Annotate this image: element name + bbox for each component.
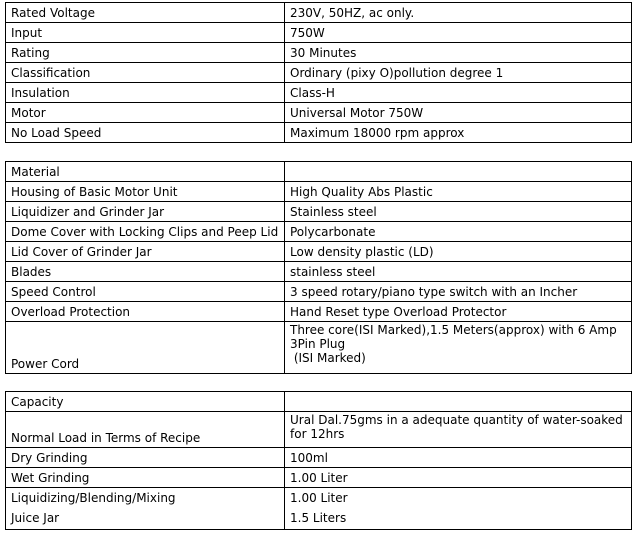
table-row bbox=[6, 162, 632, 182]
spec-value: 30 Minutes bbox=[285, 43, 632, 63]
spec-label: Liquidizer and Grinder Jar bbox=[6, 202, 285, 222]
spec-value: 1.00 Liter bbox=[285, 468, 632, 488]
table-row bbox=[6, 103, 632, 123]
table-row bbox=[6, 3, 632, 23]
power-cord-line: 3Pin Plug bbox=[290, 337, 346, 351]
spec-label: Rated Voltage bbox=[6, 3, 285, 23]
capacity-label: Liquidizing/Blending/Mixing bbox=[11, 491, 176, 505]
spec-value: 750W bbox=[285, 23, 632, 43]
spec-label: Rating bbox=[6, 43, 285, 63]
spec-label: Classification bbox=[6, 63, 285, 83]
section-heading: Material bbox=[6, 162, 285, 182]
spec-label bbox=[6, 488, 285, 530]
spec-value bbox=[285, 392, 632, 412]
table-row bbox=[6, 123, 632, 143]
capacity-value: 1.00 Liter bbox=[290, 491, 348, 505]
power-cord-value bbox=[285, 322, 632, 374]
spec-label: Lid Cover of Grinder Jar bbox=[6, 242, 285, 262]
capacity-label: Juice Jar bbox=[11, 511, 60, 525]
spec-value: Ural Dal.75gms in a adequate quantity of water-soaked for 12hrs bbox=[285, 412, 632, 448]
spec-label: Input bbox=[6, 23, 285, 43]
table-row bbox=[6, 302, 632, 322]
spec-label: Dry Grinding bbox=[6, 448, 285, 468]
spec-value: Maximum 18000 rpm approx bbox=[285, 123, 632, 143]
spec-label: Dome Cover with Locking Clips and Peep Lid bbox=[6, 222, 285, 242]
table-row bbox=[6, 222, 632, 242]
spec-label: Overload Protection bbox=[6, 302, 285, 322]
table-row bbox=[6, 282, 632, 302]
table-row bbox=[6, 468, 632, 488]
spec-label: Motor bbox=[6, 103, 285, 123]
spec-value: Universal Motor 750W bbox=[285, 103, 632, 123]
spec-value: 3 speed rotary/piano type switch with an Incher bbox=[285, 282, 632, 302]
table-row bbox=[6, 412, 632, 448]
table-row bbox=[6, 43, 632, 63]
spec-label: No Load Speed bbox=[6, 123, 285, 143]
spec-value: 230V, 50HZ, ac only. bbox=[285, 3, 632, 23]
spec-value: 100ml bbox=[285, 448, 632, 468]
spec-value bbox=[285, 162, 632, 182]
spec-value: Low density plastic (LD) bbox=[285, 242, 632, 262]
spec-label: Power Cord bbox=[6, 322, 285, 374]
electrical-spec-table bbox=[5, 2, 632, 143]
spec-value: stainless steel bbox=[285, 262, 632, 282]
spec-label: Wet Grinding bbox=[6, 468, 285, 488]
table-row bbox=[6, 322, 632, 374]
material-spec-table bbox=[5, 161, 632, 374]
table-row bbox=[6, 448, 632, 468]
section-heading: Capacity bbox=[6, 392, 285, 412]
capacity-value: 1.5 Liters bbox=[290, 511, 347, 525]
power-cord-line: (ISI Marked) bbox=[290, 351, 366, 365]
spec-value: Polycarbonate bbox=[285, 222, 632, 242]
table-row bbox=[6, 488, 632, 530]
table-row bbox=[6, 63, 632, 83]
spec-label: Normal Load in Terms of Recipe bbox=[6, 412, 285, 448]
table-row bbox=[6, 23, 632, 43]
spec-value: Stainless steel bbox=[285, 202, 632, 222]
spec-value: Class-H bbox=[285, 83, 632, 103]
capacity-spec-table bbox=[5, 391, 632, 530]
spec-value: Hand Reset type Overload Protector bbox=[285, 302, 632, 322]
spec-label: Speed Control bbox=[6, 282, 285, 302]
table-row bbox=[6, 242, 632, 262]
spec-label: Blades bbox=[6, 262, 285, 282]
table-row bbox=[6, 83, 632, 103]
table-row bbox=[6, 202, 632, 222]
spec-label: Insulation bbox=[6, 83, 285, 103]
table-row bbox=[6, 262, 632, 282]
spec-label: Housing of Basic Motor Unit bbox=[6, 182, 285, 202]
spec-value: Ordinary (pixy O)pollution degree 1 bbox=[285, 63, 632, 83]
spec-value bbox=[285, 488, 632, 530]
power-cord-line: Three core(ISI Marked),1.5 Meters(approx) with 6 Amp bbox=[290, 323, 617, 337]
table-row bbox=[6, 182, 632, 202]
spec-value: High Quality Abs Plastic bbox=[285, 182, 632, 202]
table-row bbox=[6, 392, 632, 412]
